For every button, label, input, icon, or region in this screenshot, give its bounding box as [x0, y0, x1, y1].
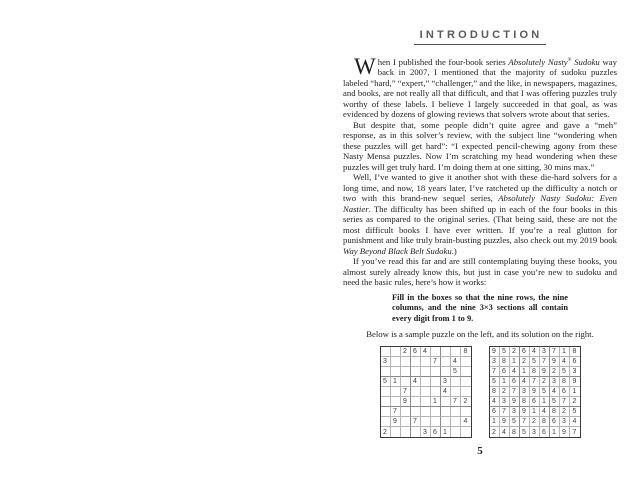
paragraph	[343, 120, 617, 173]
sudoku-cell: 1	[520, 367, 530, 377]
sudoku-cell: 2	[560, 407, 570, 417]
page-number: 5	[477, 445, 483, 458]
sudoku-cell: 1	[500, 377, 510, 387]
sudoku-cell	[411, 387, 421, 397]
sudoku-cell: 7	[520, 417, 530, 427]
sudoku-cell: 1	[570, 387, 580, 397]
text-segment: Sudoku	[571, 56, 600, 67]
sudoku-cell: 7	[530, 377, 540, 387]
sudoku-cell: 7	[572, 428, 577, 436]
sudoku-solution-grid	[489, 346, 581, 438]
sudoku-cell: 7	[540, 357, 550, 367]
sudoku-cell	[411, 427, 421, 437]
sudoku-cell: 7	[490, 367, 500, 377]
sudoku-cell	[411, 397, 421, 407]
sudoku-cell	[461, 387, 471, 397]
sudoku-cell: 7	[431, 357, 441, 367]
sudoku-cell	[431, 417, 441, 427]
text-segment: . The difficulty has been shifted up in each of the four books in this series as compared to the original series. (That being said, these are not the most difficult books I have ever written. If you’re a real glutton for punishment and like truly brain-busting puzzles, also check out my 2019 book	[343, 203, 617, 246]
sudoku-cell: 2	[490, 427, 500, 437]
sudoku-cell: 4	[490, 397, 500, 407]
sudoku-cell	[401, 417, 411, 427]
sudoku-cell: 2	[570, 397, 580, 407]
sudoku-cell: 3	[550, 377, 560, 387]
sudoku-cell: 6	[570, 357, 580, 367]
sudoku-cell: 2	[510, 347, 520, 357]
sudoku-cell	[391, 357, 401, 367]
sudoku-cell	[401, 367, 411, 377]
sudoku-cell	[441, 397, 451, 407]
sudoku-cell: 4	[520, 377, 530, 387]
text-segment: Absolutely Nasty	[508, 56, 568, 67]
sudoku-cell	[441, 357, 451, 367]
sudoku-cell: 1	[510, 357, 520, 367]
text-segment: Absolutely Nasty Sudoku: Even Nastier	[343, 193, 617, 214]
sudoku-cell: 3	[510, 407, 520, 417]
sudoku-cell: 4	[550, 387, 560, 397]
sudoku-cell: 9	[550, 357, 560, 367]
sudoku-cell	[441, 407, 451, 417]
sudoku-cell	[381, 387, 391, 397]
sudoku-cell	[421, 387, 431, 397]
sudoku-cell: 4	[451, 357, 461, 367]
sudoku-cell: 2	[461, 397, 471, 407]
sudoku-cell: 9	[510, 397, 520, 407]
sudoku-cell: 5	[560, 367, 570, 377]
sudoku-cell: 9	[500, 417, 510, 427]
intro-body-text	[343, 56, 617, 288]
sudoku-cell: 9	[401, 397, 411, 407]
sudoku-cell: 8	[490, 387, 500, 397]
paragraph	[343, 256, 617, 288]
sudoku-cell: 3	[520, 387, 530, 397]
sudoku-cell	[391, 367, 401, 377]
sudoku-cell: 4	[560, 357, 570, 367]
sudoku-cell	[461, 367, 471, 377]
sudoku-cell: 8	[570, 347, 580, 357]
sudoku-cell: 1	[391, 377, 401, 387]
sudoku-cell	[461, 377, 471, 387]
sudoku-cell: 5	[550, 397, 560, 407]
sudoku-cell: 1	[490, 417, 500, 427]
sudoku-cell: 2	[530, 417, 540, 427]
sudoku-cell	[391, 397, 401, 407]
sudoku-cell: 3	[381, 357, 391, 367]
sudoku-cell	[381, 397, 391, 407]
sudoku-rules-box: Fill in the boxes so that the nine rows, the nine columns, and the nine 3×3 sections all contain every digit from 1 to 9.	[392, 292, 568, 323]
sudoku-cell: 3	[570, 367, 580, 377]
sudoku-cell: 5	[500, 347, 510, 357]
sudoku-cell: 6	[411, 347, 421, 357]
sudoku-cell	[451, 387, 461, 397]
sudoku-cell: 4	[510, 367, 520, 377]
sudoku-cell	[431, 347, 441, 357]
sudoku-cell: 1	[441, 427, 451, 437]
sudoku-cell	[431, 387, 441, 397]
sudoku-cell: 6	[510, 377, 520, 387]
sudoku-cell	[391, 347, 401, 357]
sudoku-cell	[441, 347, 451, 357]
sudoku-cell: 7	[550, 347, 560, 357]
sudoku-cell	[421, 417, 431, 427]
sudoku-cell: 4	[421, 347, 431, 357]
sudoku-cell: 4	[441, 387, 451, 397]
sudoku-cell	[441, 417, 451, 427]
sudoku-cell: 9	[530, 387, 540, 397]
text-segment: hen I published the four-book series	[377, 56, 509, 67]
sudoku-cell: 8	[560, 377, 570, 387]
sudoku-cell	[451, 407, 461, 417]
sudoku-cell: 4	[530, 347, 540, 357]
sudoku-cell: 3	[421, 427, 431, 437]
sudoku-cell	[451, 427, 461, 437]
sudoku-cell: 4	[540, 407, 550, 417]
sudoku-puzzle-grid	[380, 346, 472, 438]
sudoku-cell: 4	[570, 417, 580, 427]
sudoku-cell: 3	[540, 347, 550, 357]
sudoku-cell: 8	[550, 407, 560, 417]
sudoku-cell: 6	[431, 427, 441, 437]
sudoku-cell: 2	[381, 427, 391, 437]
paragraph	[343, 56, 617, 120]
sudoku-cell	[401, 407, 411, 417]
sudoku-cell: 5	[490, 377, 500, 387]
sudoku-cell	[431, 367, 441, 377]
text-segment: But despite that, some people didn’t quite agree and gave a “meh” response, as in this solver’s review, with the subject line “wondering when these puzzles will get hard”: “I expected pencil-chewing agony from these Nasty Mensa puzzles. Now I’m scratching my head wondering when these puzzles will get truly hard. I’m doing them at one sitting, 30 mins max.”	[343, 119, 617, 172]
page-title: INTRODUCTION	[414, 29, 547, 45]
sudoku-cell	[401, 377, 411, 387]
sudoku-grids-row	[343, 346, 617, 438]
sudoku-cell	[391, 427, 401, 437]
text-segment: way back in 2007, I mentioned that the majority of sudoku puzzles labeled “hard,” “expert,” “challenger,” and the like, in newspapers, magazines, and books, are not really all that difficult, and that I was offering puzzles truly worthy of these labels. I believe I largely succeeded in that goal, as was evidenced by dozens of glowing reviews that solvers wrote about that series.	[343, 56, 617, 120]
sudoku-cell	[451, 377, 461, 387]
sudoku-cell: 1	[431, 397, 441, 407]
heading-wrap	[343, 25, 617, 45]
text-segment: .)	[451, 245, 457, 256]
sudoku-cell: 7	[411, 417, 421, 427]
sudoku-cell: 7	[510, 387, 520, 397]
sudoku-cell	[411, 407, 421, 417]
sudoku-cell: 6	[500, 367, 510, 377]
sudoku-cell: 6	[540, 427, 550, 437]
sudoku-cell: 5	[540, 387, 550, 397]
sudoku-cell: 6	[560, 387, 570, 397]
sudoku-cell	[421, 367, 431, 377]
sudoku-cell: 9	[520, 407, 530, 417]
sudoku-cell: 2	[550, 367, 560, 377]
sudoku-cell	[451, 347, 461, 357]
sudoku-cell: 7	[451, 397, 461, 407]
sudoku-cell	[391, 387, 401, 397]
sudoku-cell	[421, 357, 431, 367]
sudoku-cell: 8	[540, 417, 550, 427]
text-segment: Well, I’ve wanted to give it another shot with these die-hard solvers for a long time, and now, 18 years later, I’ve ratcheted up the difficulty a notch or two with this brand-new sequel series,	[343, 172, 617, 204]
sudoku-cell	[401, 357, 411, 367]
sudoku-cell: 5	[570, 407, 580, 417]
sudoku-cell: 1	[540, 397, 550, 407]
text-segment: ®	[567, 58, 572, 63]
sudoku-cell: 8	[461, 347, 471, 357]
sudoku-cell: 8	[520, 397, 530, 407]
sudoku-cell: 3	[490, 357, 500, 367]
sudoku-cell: 5	[381, 377, 391, 387]
sudoku-cell: 9	[560, 427, 570, 437]
sudoku-cell	[421, 377, 431, 387]
sudoku-cell: 3	[530, 427, 540, 437]
sudoku-cell	[381, 367, 391, 377]
sudoku-cell: 1	[560, 347, 570, 357]
sudoku-cell	[441, 367, 451, 377]
sudoku-cell	[461, 427, 471, 437]
dropcap-letter: W	[354, 54, 376, 79]
sudoku-cell	[421, 407, 431, 417]
sudoku-cell	[431, 377, 441, 387]
sudoku-cell	[401, 427, 411, 437]
sudoku-cell: 9	[570, 377, 580, 387]
sudoku-cell	[461, 357, 471, 367]
sudoku-cell	[421, 397, 431, 407]
sudoku-cell: 5	[510, 417, 520, 427]
sudoku-cell	[381, 417, 391, 427]
sudoku-cell: 1	[530, 407, 540, 417]
text-segment: If you’ve read this far and are still contemplating buying these books, you almost surely already know this, but just in case you’re new to sudoku and need the basic rules, here’s how it works:	[343, 256, 617, 288]
right-page-content	[343, 25, 617, 457]
sudoku-cell: 6	[520, 347, 530, 357]
sudoku-cell: 3	[560, 417, 570, 427]
sudoku-cell: 7	[391, 407, 401, 417]
sudoku-cell: 8	[510, 427, 520, 437]
sudoku-cell: 6	[490, 407, 500, 417]
sudoku-cell: 7	[401, 387, 411, 397]
sudoku-cell: 5	[530, 357, 540, 367]
sudoku-cell: 2	[520, 357, 530, 367]
sudoku-cell: 2	[540, 377, 550, 387]
text-segment: Way Beyond Black Belt Sudoku	[343, 245, 452, 256]
sudoku-cell: 5	[520, 427, 530, 437]
paragraph	[343, 172, 617, 256]
sudoku-cell: 4	[461, 417, 471, 427]
sudoku-cell	[461, 407, 471, 417]
sudoku-cell: 5	[451, 367, 461, 377]
sudoku-cell: 2	[401, 347, 411, 357]
sudoku-cell: 6	[550, 417, 560, 427]
sudoku-cell: 3	[500, 397, 510, 407]
sudoku-cell: 9	[490, 347, 500, 357]
sudoku-cell: 4	[411, 377, 421, 387]
sudoku-cell	[411, 367, 421, 377]
sudoku-cell: 4	[500, 427, 510, 437]
sudoku-cell: 9	[391, 417, 401, 427]
sudoku-cell	[381, 347, 391, 357]
sudoku-cell: 2	[500, 387, 510, 397]
sudoku-cell: 8	[530, 367, 540, 377]
sudoku-cell	[451, 417, 461, 427]
sudoku-cell: 9	[540, 367, 550, 377]
grids-caption: Below is a sample puzzle on the left, and its solution on the right.	[366, 329, 594, 340]
sudoku-cell: 6	[530, 397, 540, 407]
sudoku-cell: 8	[500, 357, 510, 367]
sudoku-cell	[411, 357, 421, 367]
sudoku-cell: 3	[441, 377, 451, 387]
sudoku-cell: 7	[500, 407, 510, 417]
sudoku-cell	[431, 407, 441, 417]
sudoku-cell: 7	[560, 397, 570, 407]
sudoku-cell: 1	[550, 427, 560, 437]
sudoku-cell	[381, 407, 391, 417]
